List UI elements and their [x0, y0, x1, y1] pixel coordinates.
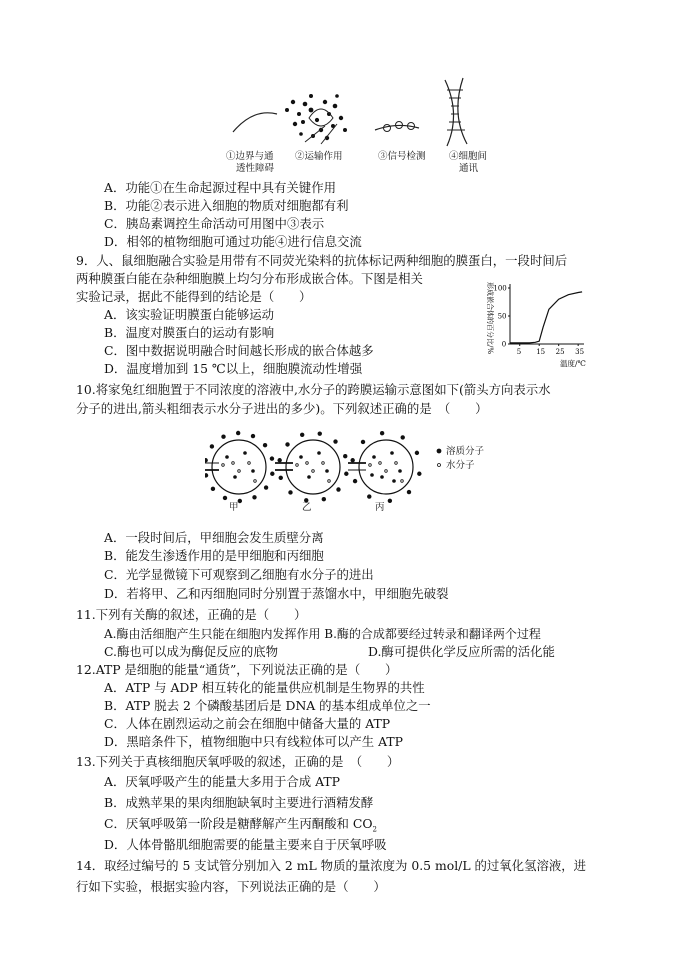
q13-stem: 13.下列关于真核细胞厌氧呼吸的叙述，正确的是 （ ）: [76, 754, 400, 769]
q9-stem-line3: 实验记录，据此不能得到的结论是（ ）: [76, 289, 312, 304]
q8-option-a: A．功能①在生命起源过程中具有关键作用: [104, 180, 336, 195]
solute-molecule: [300, 433, 304, 437]
solute-molecule: [325, 469, 329, 473]
q11-option-d: D.酶可提供化学反应所需的活化能: [368, 644, 555, 659]
solute-molecule: [263, 443, 267, 447]
cell-bing-membrane: [359, 440, 413, 494]
solute-molecule: [343, 454, 347, 458]
q9-stem-line2: 两种膜蛋白能在杂种细胞膜上均匀分布形成嵌合体。下图是相关: [76, 271, 423, 286]
solute-molecule: [388, 499, 392, 503]
q12-stem: 12.ATP 是细胞的能量“通货”，下列说法正确的是（ ）: [76, 662, 398, 677]
solute-molecule: [236, 431, 240, 435]
solute-molecule: [243, 451, 247, 455]
q9-stem-line1: 9．人、鼠细胞融合实验是用带有不同荧光染料的抗体标记两种细胞的膜蛋白，一段时间后: [76, 253, 568, 268]
q10-stem-line2: 分子的进出,箭头粗细表示水分子进出的多少)。下列叙述正确的是 （ ）: [76, 401, 488, 416]
solute-molecule: [279, 476, 283, 480]
water-molecule: [385, 470, 388, 473]
chart-x-tick-label: 25: [555, 348, 565, 356]
solute-molecule: [233, 475, 237, 479]
solute-molecule: [372, 455, 376, 459]
solute-molecule: [336, 487, 340, 491]
q14-stem-line1: 14．取经过编号的 5 支试管分别加入 2 mL 物质的量浓度为 0.5 mol/L 的过氧化氢溶液，进: [76, 858, 587, 873]
water-molecule: [312, 470, 315, 473]
legend-solute-label: 溶质分子: [446, 446, 485, 457]
water-molecule: [238, 470, 241, 473]
chart-x-tick-label: 35: [575, 348, 585, 356]
water-molecule: [395, 462, 398, 465]
solute-molecule: [221, 435, 225, 439]
solute-molecule: [264, 485, 268, 489]
figure-label-3: ③信号检测: [378, 151, 426, 162]
solute-molecule: [370, 473, 374, 477]
q13-option-b: B．成熟苹果的果肉细胞缺氧时主要进行酒精发酵: [104, 795, 374, 810]
chart-series-line: [510, 292, 582, 343]
solute-molecule: [225, 455, 229, 459]
q9-option-b: B．温度对膜蛋白的运动有影响: [104, 325, 275, 340]
q12-option-c: C．人体在剧烈运动之前会在细胞中储备大量的 ATP: [104, 716, 391, 731]
q10-stem-line1: 10.将家兔红细胞置于不同浓度的溶液中,水分子的跨膜运输示意图如下(箭头方向表示水: [76, 382, 551, 397]
water-molecule: [248, 462, 251, 465]
solute-molecule: [380, 475, 384, 479]
water-molecule: [322, 462, 325, 465]
solute-molecule: [270, 472, 274, 476]
solute-molecule: [251, 469, 255, 473]
cell-yi-membrane: [286, 440, 340, 494]
q13-option-c: [104, 816, 377, 837]
solute-molecule: [322, 497, 326, 501]
solute-molecule: [333, 439, 337, 443]
q9-option-a: A．该实验证明膜蛋白能够运动: [104, 307, 275, 322]
q10-option-c: C．光学显微镜下可观察到乙细胞有水分子的进出: [104, 567, 374, 582]
q12-option-a: A．ATP 与 ADP 相互转化的能量供应机制是生物界的共性: [104, 680, 425, 695]
boundary-membrane-drawing: [233, 113, 277, 132]
solute-molecule: [205, 473, 208, 477]
q8-option-d: D．相邻的植物细胞可通过功能④进行信息交流: [104, 234, 362, 249]
solute-molecule: [350, 458, 354, 462]
figure-label-4: ④细胞间: [449, 151, 488, 162]
figure-label-4b: 通讯: [459, 163, 479, 174]
solute-molecule: [299, 455, 303, 459]
communication-membranes-drawing: [445, 78, 467, 146]
chart-y-tick-label: 0: [501, 340, 507, 349]
water-molecule: [369, 464, 372, 467]
solute-molecule: [251, 434, 255, 438]
q12-option-d: D．黑暗条件下，植物细胞中只有线粒体可以产生 ATP: [104, 734, 403, 749]
legend-water-marker: [438, 464, 441, 467]
water-molecule: [222, 464, 225, 467]
solute-molecule: [285, 442, 289, 446]
chart-xlabel: 温度/℃: [560, 359, 586, 368]
chart-x-tick-label: 5: [516, 348, 522, 356]
legend-water-label: 水分子: [446, 460, 475, 471]
q13-option-d: D．人体骨骼肌细胞需要的能量主要来自于厌氧呼吸: [104, 837, 387, 852]
water-molecule: [306, 462, 309, 465]
water-molecule: [328, 480, 331, 483]
q13-option-a: A．厌氧呼吸产生的能量大多用于合成 ATP: [104, 774, 341, 789]
figure-label-1: ①边界与通: [226, 151, 274, 162]
q10-cells-figure: [205, 425, 505, 520]
solute-molecule: [361, 440, 365, 444]
q10-option-d: D．若将甲、乙和丙细胞同时分别置于蒸馏水中，甲细胞先破裂: [104, 586, 449, 601]
chart-x-tick-label: 15: [536, 348, 546, 356]
solute-molecule: [270, 456, 274, 460]
q10-option-a: A．一段时间后，甲细胞会发生质壁分离: [104, 530, 324, 545]
solute-molecule: [223, 496, 227, 500]
solute-molecule: [417, 472, 421, 476]
water-molecule: [296, 464, 299, 467]
solute-molecule: [205, 458, 208, 462]
chart-ylabel: 形成嵌合体的百分比/%: [486, 282, 494, 355]
q9-temperature-chart: [478, 276, 592, 376]
q9-option-d: D．温度增加到 15 ℃以上，细胞膜流动性增强: [104, 361, 363, 376]
water-molecule: [254, 480, 257, 483]
q10-option-b: B．能发生渗透作用的是甲细胞和丙细胞: [104, 548, 324, 563]
q11-option-c: C.酶也可以成为酶促反应的底物: [104, 644, 279, 659]
solute-molecule: [392, 479, 396, 483]
solute-molecule: [398, 469, 402, 473]
solute-molecule: [252, 495, 256, 499]
cell-label-jia: 甲: [229, 502, 239, 513]
solute-molecule: [277, 458, 281, 462]
solute-molecule: [318, 431, 322, 435]
solute-molecule: [407, 490, 411, 494]
q13-option-c-text: C．厌氧呼吸第一阶段是糖酵解产生丙酮酸和 CO: [104, 816, 373, 831]
water-molecule: [401, 480, 404, 483]
cell-label-bing: 丙: [375, 502, 385, 513]
solute-molecule: [380, 431, 384, 435]
solute-molecule: [367, 494, 371, 498]
solute-molecule: [353, 479, 357, 483]
figure-label-2: ②运输作用: [295, 151, 343, 162]
legend-solute-marker: [437, 449, 442, 454]
q8-option-b: B．功能②表示进入细胞的物质对细胞都有利: [104, 198, 349, 213]
solute-molecule: [211, 487, 215, 491]
figure-label-1b: 透性障碍: [236, 163, 275, 174]
solute-molecule: [210, 444, 214, 448]
solute-molecule: [307, 475, 311, 479]
q8-option-c: C．胰岛素调控生命活动可用图中③表示: [104, 216, 325, 231]
chart-y-tick-label: 100: [493, 284, 507, 293]
solute-molecule: [344, 472, 348, 476]
q12-option-b: B．ATP 脱去 2 个磷酸基团后是 DNA 的基本组成单位之一: [104, 698, 431, 713]
q9-option-c: C．图中数据说明融合时间越长形成的嵌合体越多: [104, 343, 374, 358]
water-molecule: [379, 462, 382, 465]
solute-molecule: [390, 451, 394, 455]
cell-jia-membrane: [212, 440, 266, 494]
q14-stem-line2: 行如下实验，根据实验内容，下列说法正确的是（ ）: [76, 879, 386, 894]
chart-y-tick-label: 50: [497, 312, 507, 321]
solute-molecule: [415, 451, 419, 455]
solute-molecule: [401, 435, 405, 439]
q11-options-ab: A.酶由活细胞产生只能在细胞内发挥作用 B.酶的合成都要经过转录和翻译两个过程: [104, 627, 541, 641]
q11-stem: 11.下列有关酶的叙述，正确的是（ ）: [76, 607, 307, 622]
q13-co2-subscript: 2: [372, 825, 377, 834]
water-molecule: [232, 462, 235, 465]
solute-molecule: [317, 451, 321, 455]
solute-molecule: [288, 490, 292, 494]
cell-label-yi: 乙: [302, 502, 312, 513]
